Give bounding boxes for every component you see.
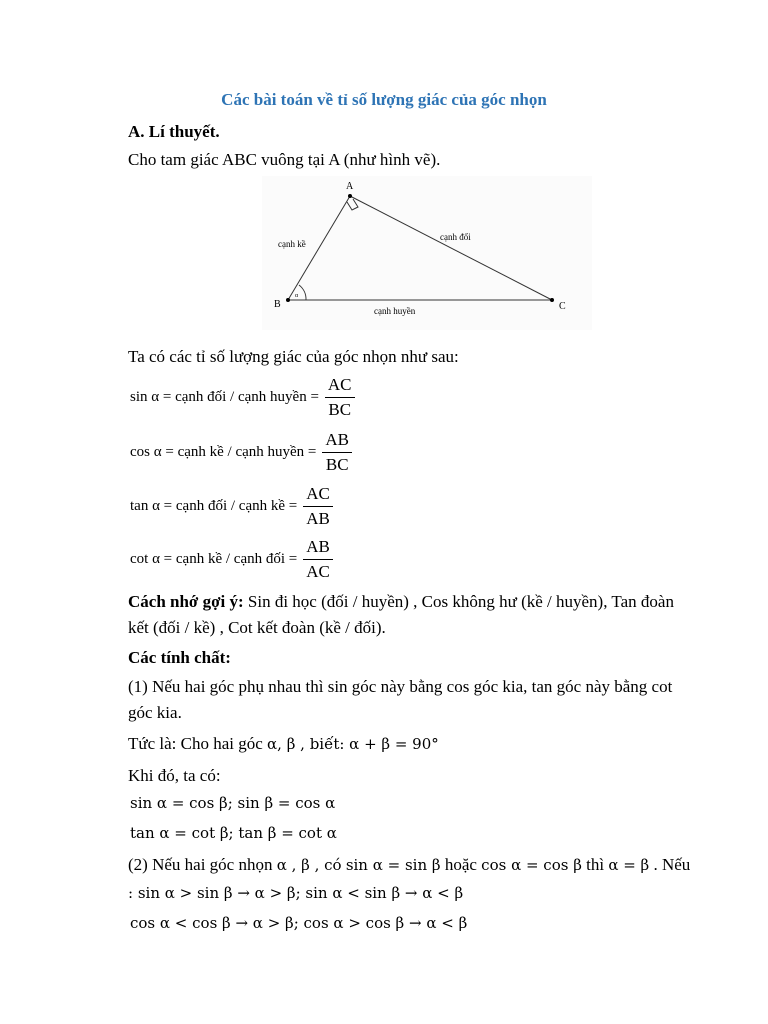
mnemonic-text-1: Sin đi học (đối / huyền) , Cos không hư (kề / huyền), Tan đoàn	[247, 592, 674, 611]
vertex-a-label: A	[346, 181, 354, 192]
vertex-c-dot	[550, 298, 554, 302]
cot-ratio-numerator: AB	[303, 537, 333, 560]
cos-ratio-numerator: AB	[322, 430, 352, 453]
property-2-line-3: cos α < cos β → α > β; cos α > cos β → α < β	[130, 914, 468, 932]
prop2-part-g: α = β	[608, 856, 650, 874]
vertex-b-label: B	[274, 299, 281, 310]
cos-ratio-lhs: cos α = cạnh kề / cạnh huyền =	[130, 444, 317, 460]
cos-ratio-formula	[130, 430, 352, 475]
angle-alpha-label: α	[295, 293, 299, 299]
section-heading-theory: A. Lí thuyết.	[128, 122, 220, 141]
prop2-part-f: thì	[586, 855, 605, 874]
then-text: Khi đó, ta có:	[128, 766, 221, 785]
vertex-b-dot	[286, 298, 290, 302]
property-1-line-2: góc kia.	[128, 703, 182, 722]
given-text: Tức là: Cho hai góc	[128, 734, 263, 753]
right-triangle-figure	[262, 176, 592, 330]
sin-ratio-formula	[130, 375, 355, 420]
page-title: Các bài toán về tỉ số lượng giác của góc nhọn	[221, 90, 547, 109]
tan-ratio-lhs: tan α = cạnh đối / cạnh kề =	[130, 498, 298, 514]
opposite-side-label: cạnh đối	[440, 232, 471, 242]
property-1-line-1: (1) Nếu hai góc phụ nhau thì sin góc này bằng cos góc kia, tan góc này bằng cot	[128, 677, 673, 696]
mnemonic-text-2: kết (đối / kề) , Cot kết đoàn (kề / đối).	[128, 618, 386, 637]
prop2-part-c: sin α = sin β	[345, 856, 441, 874]
cot-ratio-denominator: AC	[306, 562, 330, 581]
mnemonic-line-1	[128, 592, 674, 612]
sin-ratio-denominator: BC	[328, 400, 352, 419]
prop2-part-e: cos α = cos β	[481, 856, 582, 874]
identity-tan-cot: tan α = cot β; tan β = cot α	[130, 824, 337, 842]
sin-ratio-fraction	[325, 375, 355, 420]
sin-ratio-lhs: sin α = cạnh đối / cạnh huyền =	[130, 389, 319, 405]
tan-ratio-fraction	[303, 484, 333, 529]
given-math: α, β , biết: α + β = 90°	[267, 735, 439, 753]
prop2-part-a: (2) Nếu hai góc nhọn	[128, 855, 273, 874]
intro-text: Cho tam giác ABC vuông tại A (như hình vẽ).	[128, 150, 441, 169]
identity-sin-cos: sin α = cos β; sin β = cos α	[130, 794, 336, 812]
cos-ratio-denominator: BC	[325, 455, 349, 474]
figure-background	[262, 176, 592, 330]
sin-ratio-numerator: AC	[325, 375, 355, 398]
hypotenuse-label: cạnh huyền	[374, 306, 416, 316]
property-2-line-2: : sin α > sin β → α > β; sin α < sin β → α < β	[128, 884, 464, 902]
prop2-part-b: α , β , có	[276, 856, 342, 874]
properties-heading: Các tính chất:	[128, 648, 231, 667]
prop2-part-h: . Nếu	[653, 855, 691, 874]
property-2-line-1	[128, 855, 690, 875]
tan-ratio-formula	[130, 484, 333, 529]
vertex-c-label: C	[559, 301, 566, 312]
tan-ratio-numerator: AC	[303, 484, 333, 507]
cos-ratio-fraction	[322, 430, 352, 475]
prop2-part-d: hoặc	[444, 855, 477, 874]
ratios-intro: Ta có các tỉ số lượng giác của góc nhọn như sau:	[128, 347, 459, 366]
given-statement	[128, 734, 439, 754]
tan-ratio-denominator: AB	[306, 509, 330, 528]
cot-ratio-formula	[130, 537, 333, 582]
mnemonic-label: Cách nhớ gợi ý:	[128, 592, 244, 611]
cot-ratio-fraction	[303, 537, 333, 582]
vertex-a-dot	[348, 194, 352, 198]
cot-ratio-lhs: cot α = cạnh kề / cạnh đối =	[130, 551, 298, 567]
adjacent-side-label: cạnh kề	[278, 239, 306, 249]
